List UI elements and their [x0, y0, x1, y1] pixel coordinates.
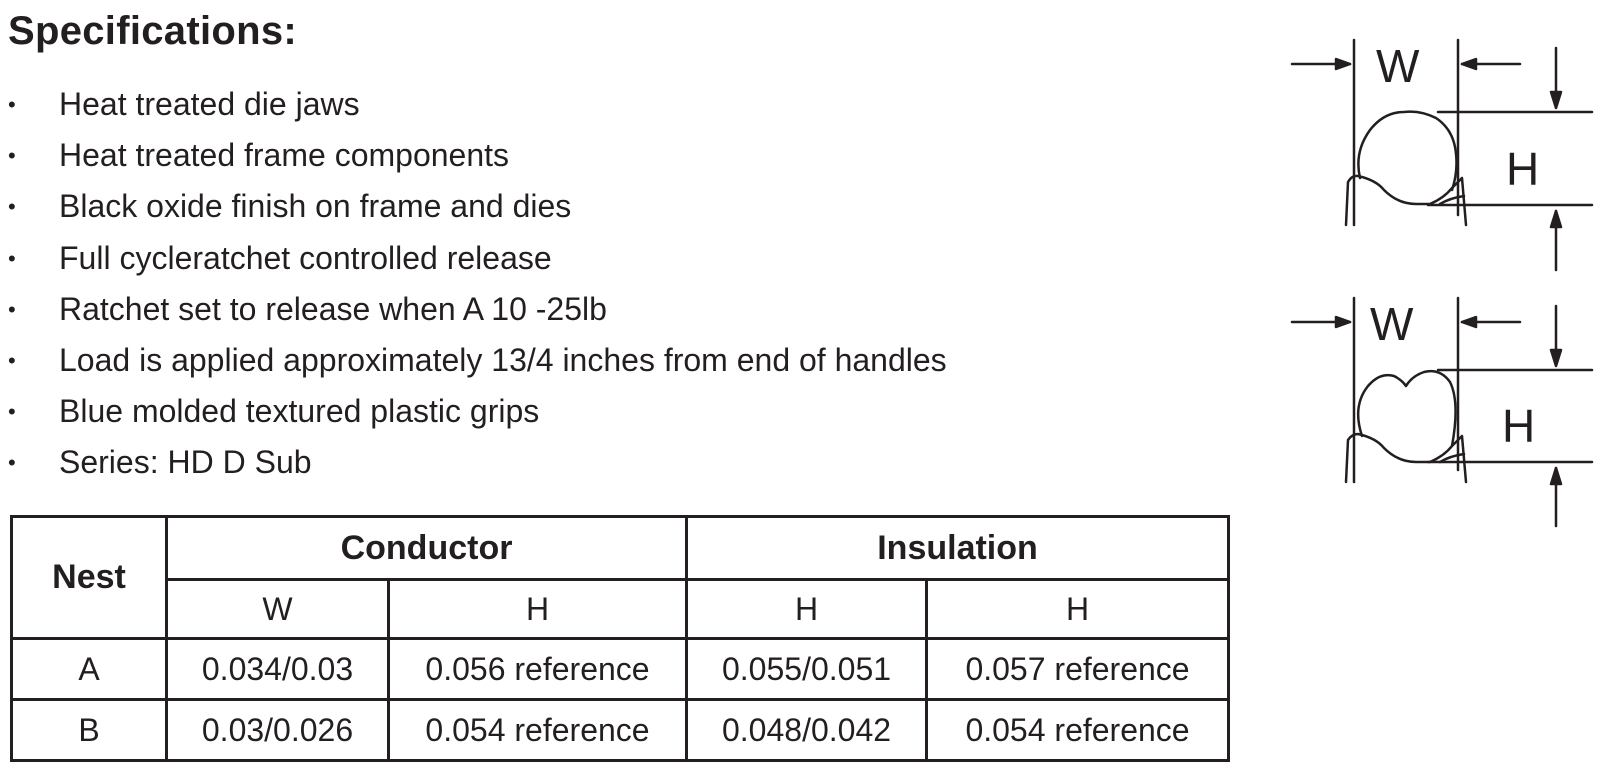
- diagram-b-height-label: H: [1502, 400, 1536, 452]
- table-row: [12, 639, 1229, 700]
- conductor-h-cell: 0.056 reference: [389, 639, 687, 700]
- nest-dimensions-table: [10, 515, 1230, 762]
- spec-text: Black oxide finish on frame and dies: [59, 188, 572, 225]
- insulation-h-header: H: [687, 580, 927, 639]
- bullet-icon: •: [8, 194, 16, 220]
- spec-text: Full cycleratchet controlled release: [59, 239, 552, 276]
- insulation-header: Insulation: [687, 517, 1229, 580]
- insulation-h-cell: 0.057 reference: [927, 639, 1229, 700]
- bullet-icon: •: [8, 347, 16, 373]
- conductor-header: Conductor: [167, 517, 687, 580]
- crimp-profile-diagram-a: [1292, 40, 1592, 270]
- crimp-profile-diagram-b: [1292, 298, 1592, 526]
- nest-cell: A: [12, 639, 167, 700]
- spec-text: Blue molded textured plastic grips: [59, 393, 540, 430]
- conductor-w-cell: 0.034/0.03: [167, 639, 389, 700]
- insulation-h-header: H: [927, 580, 1229, 639]
- diagram-b-width-label: W: [1370, 298, 1414, 350]
- conductor-w-cell: 0.03/0.026: [167, 700, 389, 761]
- bullet-icon: •: [8, 143, 16, 169]
- nest-header: Nest: [12, 517, 167, 639]
- diagram-a-width-label: W: [1376, 40, 1420, 92]
- spec-text: Ratchet set to release when A 10 -25lb: [59, 290, 607, 327]
- insulation-h-cell: 0.055/0.051: [687, 639, 927, 700]
- bullet-icon: •: [8, 450, 16, 476]
- spec-text: Heat treated frame components: [59, 137, 510, 174]
- conductor-h-cell: 0.054 reference: [389, 700, 687, 761]
- insulation-h-cell: 0.048/0.042: [687, 700, 927, 761]
- conductor-h-header: H: [389, 580, 687, 639]
- bullet-icon: •: [8, 245, 16, 271]
- spec-text: Load is applied approximately 13/4 inches from end of handles: [59, 341, 947, 378]
- spec-text: Series: HD D Sub: [59, 444, 312, 481]
- bullet-icon: •: [8, 296, 16, 322]
- bullet-icon: •: [8, 92, 16, 117]
- conductor-w-header: W: [167, 580, 389, 639]
- bullet-icon: •: [8, 399, 16, 425]
- diagram-a-height-label: H: [1506, 143, 1540, 195]
- crimp-profile-diagrams: [1280, 30, 1600, 570]
- table-row: [12, 700, 1229, 761]
- nest-cell: B: [12, 700, 167, 761]
- spec-text: Heat treated die jaws: [59, 86, 360, 122]
- page-title: Specifications:: [8, 9, 298, 53]
- insulation-h-cell: 0.054 reference: [927, 700, 1229, 761]
